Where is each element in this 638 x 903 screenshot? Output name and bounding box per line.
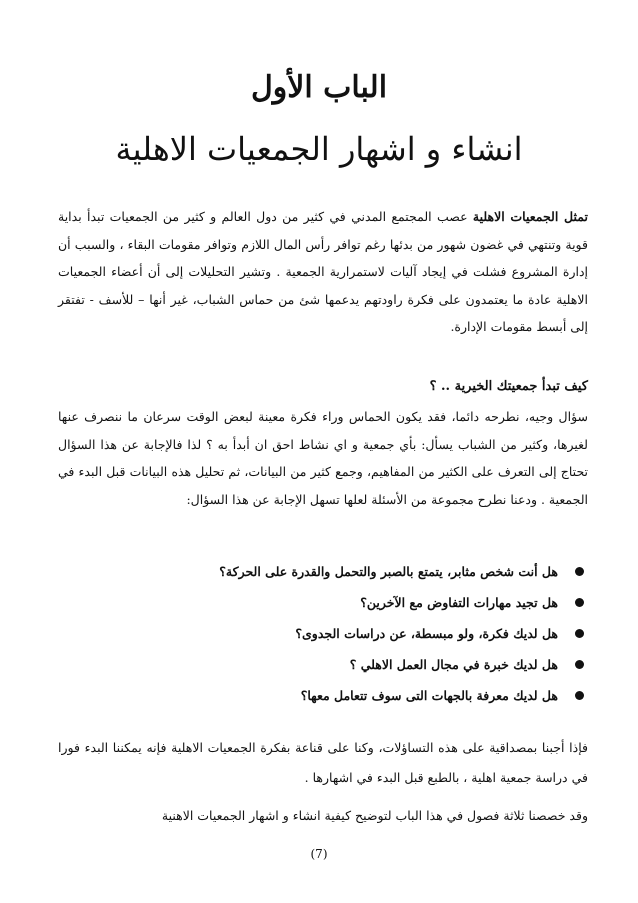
page-number: (7) <box>310 847 328 861</box>
question-text: هل أنت شخص مثابر، يتمتع بالصبر والتحمل والقدرة على الحركة؟ <box>219 564 558 579</box>
intro-lead-text: تمثل الجمعيات الاهلية <box>472 209 588 224</box>
section-paragraph: سؤال وجيه، نطرحه دائما، فقد يكون الحماس وراء فكرة معينة لبعض الوقت سرعان ما ننصرف عنها لغيرها، وكثير من الشباب يسأل: بأي جمعية و اي نشاط احق ان أبدأ به ؟ لذا فالإجابة عن هذا السؤال تحتاج إلى التعرف على الكثير من المفاهيم، وجمع كثير من البيانات، ثم تحليل هذه البيانات قبل البدء في الجمعية . ودعنا نطرح مجموعة من الأسئلة لعلها تسهل الإجابة عن هذا السؤال: <box>58 409 588 507</box>
bullet-icon <box>575 660 584 669</box>
closing-paragraph: وقد خصصنا ثلاثة فصول في هذا الباب لتوضيح كيفية انشاء و اشهار الجمعيات الاهنية <box>161 808 588 823</box>
question-item <box>58 556 586 587</box>
bullet-icon <box>575 567 584 576</box>
after-questions-paragraph: فإذا أجبنا بمصداقية على هذه التساؤلات، وكنا على قناعة بفكرة الجمعيات الاهلية فإنه يمكننا البدء فورا في دراسة جمعية اهلية ، بالطبع قبل البدء في اشهارها . <box>58 740 588 785</box>
question-text: هل لديك خبرة في مجال العمل الاهلي ؟ <box>349 657 558 672</box>
question-item <box>58 587 586 618</box>
section-heading: كيف تبدأ جمعيتك الخيرية .. ؟ <box>429 379 588 394</box>
intro-body-text: عصب المجتمع المدني في كثير من دول العالم و كثير من الجمعيات تبدأ بداية قوية وتنتهي في غضون شهور من بدئها رغم توافر رأس المال اللازم وتوافر مقومات البقاء ، والسبب أن إدارة المشروع فشلت في إيجاد آليات لاستمرارية الجمعية . وتشير التحليلات إلى أن أعضاء الجمعيات الاهلية عادة ما يعتمدون على فكرة راودتهم يدعمها شئ من حماس الشباب، غير أنها – للأسف - تفتقر إلى أبسط مقومات الإدارة. <box>58 209 588 335</box>
question-text: هل لديك معرفة بالجهات التى سوف تتعامل معها؟ <box>300 688 558 703</box>
bullet-icon <box>575 629 584 638</box>
chapter-title: الباب الأول <box>250 70 388 105</box>
chapter-subtitle: انشاء و اشهار الجمعيات الاهلية <box>115 130 523 168</box>
question-item <box>58 618 586 649</box>
question-text: هل لديك فكرة، ولو مبسطة، عن دراسات الجدوى؟ <box>295 626 558 641</box>
bullet-icon <box>575 691 584 700</box>
question-text: هل تجيد مهارات التفاوض مع الآخرين؟ <box>360 595 558 610</box>
questions-list <box>58 556 586 711</box>
question-item <box>58 680 586 711</box>
question-item <box>58 649 586 680</box>
bullet-icon <box>575 598 584 607</box>
intro-paragraph <box>58 203 588 341</box>
